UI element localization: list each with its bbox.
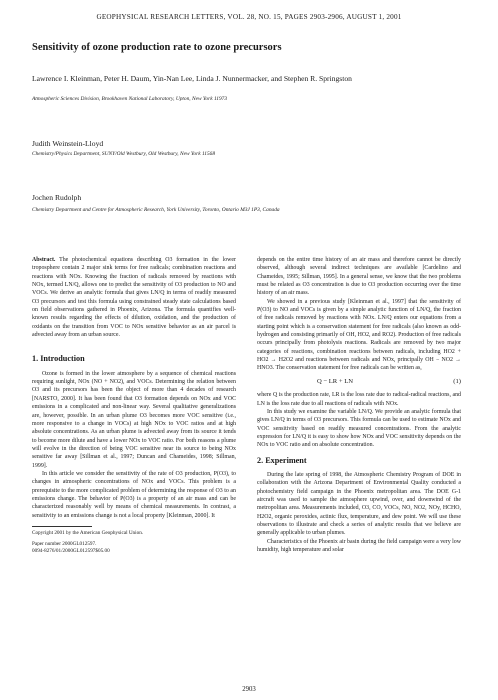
abstract [32, 256, 236, 339]
intro-paragraph-2: In this article we consider the sensitivity of the rate of O3 production, P(O3), to changes in atmospheric concentrations of NOx and VOCs. This problem is a prerequisite to the more complicated problem of determining the response of O3 to an emissions change. The behavior of P(O3) is a property of an air mass and can be characterized reasonably well by means of chemical measurements. In contrast, a sensitivity to an emissions change is not a local property [Kleinman, 2000]. It [32, 470, 236, 519]
experiment-paragraph-1: During the late spring of 1998, the Atmospheric Chemistry Program of DOE in collaboration with the Arizona Department of Environmental Quality conducted a photochemistry field campaign in the Phoenix metropolitan area. The DOE G-1 aircraft was used to sample the atmosphere upwind, over, and downwind of the metropolitan area. Measurements included, O3, CO, VOCs, NO, NO2, NOy, HCHO, H2O2, organic peroxides, actinic flux, temperature, and dew point. We will use these observations to illustrate and check a series of analytic results that we believe are generally applicable to urban plumes. [257, 471, 461, 537]
footnote-issn: 0094-8276/01/2000GL012597$05.00 [32, 547, 110, 554]
right-paragraph-3: In this study we examine the variable LN/Q. We provide an analytic formula that gives LN/Q in terms of O3 precursors. This formula can be used to estimate NOx and VOC sensitivity based on readily measured concentrations. From the analytic expression for LN/Q it is easy to show how NOx and VOC sensitivity depends on the NOx to VOC ratio and on absolute concentration. [257, 408, 461, 449]
affiliation-2: Chemistry/Physics Department, SUNY/Old Westbury, Old Westbury, New York 11568 [32, 151, 216, 157]
footnote-rule [32, 526, 92, 527]
footnote-paper-number: Paper number 2000GL012597. [32, 540, 97, 547]
author-list-3: Jochen Rudolph [32, 193, 82, 202]
intro-paragraph-1: Ozone is formed in the lower atmosphere by a sequence of chemical reactions requiring sunlight, NOx (NO + NO2), and VOCs. Determining the relation between O3 and its precursors has been the object of more than 4 decades of research [NARSTO, 2000]. It has been found that O3 formation depends on NOx and VOC emissions in a complicated and non-linear way. Several qualitative generalizations are, however, possible. In an urban plume O3 becomes more VOC sensitive (i.e., more responsive to a change in VOCs) at high NOx to VOC ratios and at high absolute concentrations. As an urban plume is advected away from its source it tends to become more dilute and have a lower NOx to VOC ratio. For both reasons a plume will evolve in the direction of being VOC sensitive near its source to being NOx sensitive far away [Sillman et al., 1997; Duncan and Chameides, 1998; Sillman, 1999]. [32, 370, 236, 469]
page-number: 2903 [242, 686, 256, 693]
left-column [32, 256, 236, 555]
equation-1 [257, 378, 461, 386]
paper-title: Sensitivity of ozone production rate to ozone precursors [32, 42, 282, 53]
right-paragraph-2: We showed in a previous study [Kleinman et al., 1997] that the sensitivity of P(O3) to NO and VOCs is given by a simple analytic function of LN/Q, the fraction of free radicals removed by reactions with NOx. LN/Q enters our equations from a starting point which is a conservation statement for free radicals (also known as odd-hydrogen and consisting primarily of OH, HO2, and RO2). Production of free radicals occurs principally from photolysis reactions. Radicals are removed by two major categories of reactions, combination reactions between radicals, including HO2 + HO2 → H2O2 and reactions between radicals and NOx, principally OH − NO2 → HNO3. The conservation statement for free radicals can be written as, [257, 298, 461, 372]
abstract-label: Abstract. [32, 257, 56, 263]
experiment-paragraph-2: Characteristics of the Phoenix air basin during the field campaign were a very low humidity, high temperature and solar [257, 538, 461, 553]
running-head: GEOPHYSICAL RESEARCH LETTERS, VOL. 28, NO. 15, PAGES 2903-2906, AUGUST 1, 2001 [96, 13, 402, 21]
equation-explanation: where Q is the production rate, LR is the loss rate due to radical-radical reactions, and LN is the loss rate due to all reactions of radicals with NOx. [257, 392, 461, 407]
section-heading-introduction: 1. Introduction [32, 354, 85, 364]
footnote-copyright: Copyright 2001 by the American Geophysical Union. [32, 529, 144, 536]
section-heading-experiment: 2. Experiment [257, 455, 307, 465]
author-list-1: Lawrence I. Kleinman, Peter H. Daum, Yin-Nan Lee, Linda J. Nunnermacker, and Stephen R. Springston [32, 74, 352, 83]
abstract-text: The photochemical equations describing O3 formation in the lower troposphere contain 2 major sink terms for free radicals; combination reactions and reactions with NOx. Knowing the fraction of radicals removed by reactions with NOx, termed LN/Q, allows one to predict the sensitivity of O3 production to NO and VOCs. We derive an analytic formula that gives LN/Q in terms of readily measured O3 precursors and test this formula using constrained steady state calculations based on field observations gathered in Phoenix, Arizona. The formula quantifies well-known results regarding the effects of dilution, oxidation, and the production of oxidants on the transition from VOC to NOx sensitive behavior as an air parcel is advected away from an urban source. [32, 257, 236, 339]
equation-number: (1) [453, 377, 461, 385]
right-paragraph-1: depends on the entire time history of an air mass and therefore cannot be directly observed, although several indirect techniques are available [Cardelino and Chameides, 1995; Sillman, 1995]. In a general sense, we know that the two problems must be related as O3 concentration is due to O3 production occurring over the time history of an air mass. [257, 257, 461, 297]
right-column [257, 256, 461, 554]
affiliation-3: Chemistry Department and Centre for Atmospheric Research, York University, Toronto, Ontario M3J 1P3, Canada [32, 207, 280, 213]
affiliation-1: Atmospheric Sciences Division, Brookhaven National Laboratory, Upton, New York 11973 [32, 96, 228, 102]
author-list-2: Judith Weinstein-Lloyd [32, 139, 104, 148]
equation-expression: Q − LR + LN [317, 377, 354, 385]
